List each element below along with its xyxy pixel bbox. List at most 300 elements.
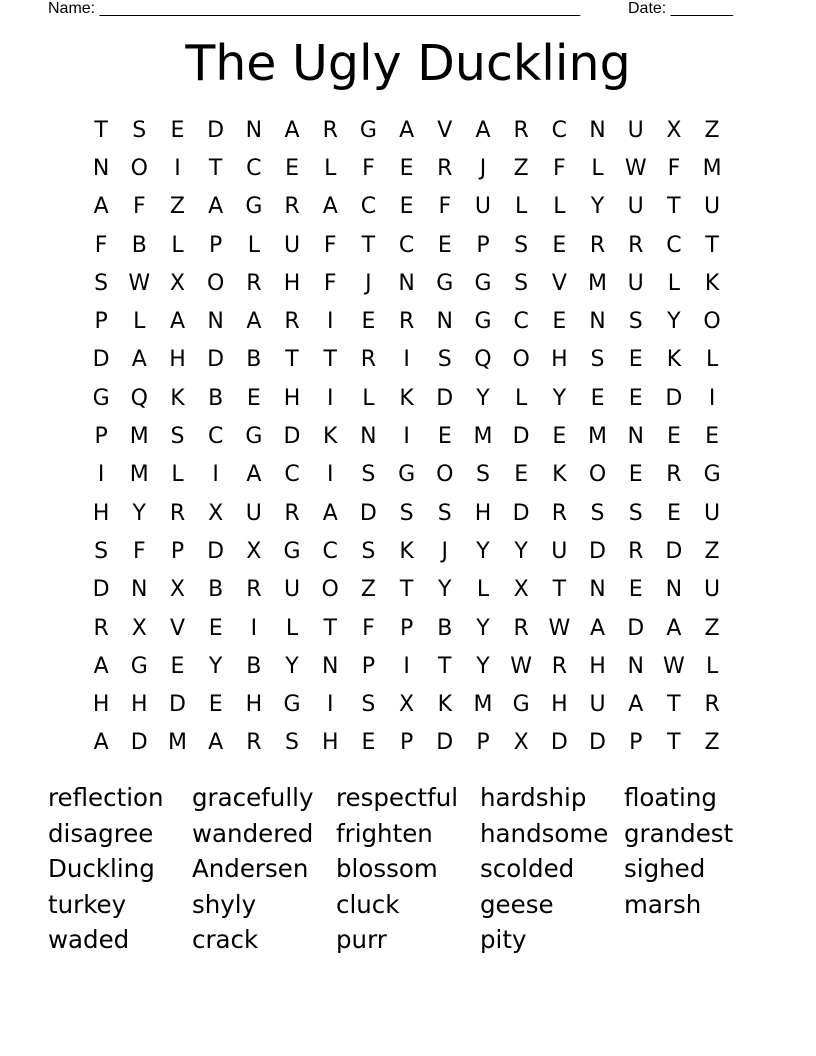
- grid-letter: E: [170, 653, 185, 679]
- grid-letter: G: [474, 270, 492, 296]
- grid-letter: P: [209, 232, 223, 258]
- grid-letter: G: [703, 462, 721, 488]
- grid-letter: U: [474, 194, 492, 220]
- grid-letter: A: [246, 309, 262, 335]
- grid-letter: B: [246, 347, 262, 373]
- word-list-item: crack: [192, 925, 259, 955]
- grid-letter: B: [131, 232, 147, 258]
- grid-letter: K: [170, 385, 185, 411]
- grid-letter: S: [437, 347, 452, 373]
- grid-letter: P: [399, 730, 414, 756]
- grid-letter: Y: [476, 615, 490, 641]
- grid-letter: I: [708, 385, 716, 411]
- grid-letter: Z: [704, 117, 720, 143]
- grid-letter: C: [666, 232, 682, 258]
- grid-letter: K: [399, 385, 414, 411]
- grid-letter: R: [551, 500, 567, 526]
- grid-letter: Y: [552, 385, 567, 411]
- grid-letter: E: [208, 615, 223, 641]
- grid-letter: M: [129, 462, 149, 488]
- grid-letter: D: [207, 538, 225, 564]
- grid-letter: R: [628, 232, 644, 258]
- grid-letter: P: [629, 730, 643, 756]
- grid-letter: S: [628, 500, 643, 526]
- grid-letter: S: [361, 692, 376, 718]
- grid-letter: G: [436, 270, 454, 296]
- grid-letter: N: [360, 424, 377, 450]
- grid-letter: F: [362, 155, 375, 181]
- grid-letter: M: [702, 155, 722, 181]
- grid-letter: R: [513, 615, 529, 641]
- grid-letter: O: [436, 462, 454, 488]
- grid-letter: N: [436, 309, 454, 335]
- grid-letter: P: [361, 653, 376, 679]
- grid-letter: H: [92, 500, 110, 526]
- grid-letter: H: [474, 500, 492, 526]
- grid-letter: T: [208, 155, 223, 181]
- grid-letter: N: [589, 577, 606, 603]
- grid-letter: L: [324, 155, 337, 181]
- grid-letter: P: [476, 232, 490, 258]
- grid-letter: F: [132, 538, 146, 564]
- grid-letter: L: [171, 462, 184, 488]
- grid-letter: E: [590, 385, 605, 411]
- word-list-item: hardship: [480, 783, 587, 812]
- word-list-item: frighten: [336, 818, 433, 848]
- word-list-item: disagree: [48, 818, 154, 848]
- grid-letter: O: [512, 347, 530, 373]
- grid-letter: O: [703, 309, 721, 335]
- grid-letter: Y: [590, 194, 605, 220]
- grid-letter: X: [666, 117, 682, 143]
- grid-letter: G: [359, 117, 377, 143]
- grid-letter: V: [551, 270, 567, 296]
- grid-letter: E: [361, 309, 376, 335]
- grid-letter: R: [704, 692, 720, 718]
- grid-letter: C: [360, 194, 377, 220]
- grid-letter: D: [665, 385, 683, 411]
- grid-letter: C: [398, 232, 415, 258]
- grid-letter: N: [589, 309, 606, 335]
- grid-letter: D: [627, 615, 645, 641]
- grid-letter: Y: [476, 653, 490, 679]
- grid-letter: U: [283, 577, 301, 603]
- grid-letter: O: [206, 270, 225, 296]
- grid-letter: H: [589, 653, 606, 679]
- grid-letter: L: [171, 232, 184, 258]
- grid-letter: R: [360, 347, 377, 373]
- word-list-item: turkey: [48, 889, 127, 919]
- grid-letter: R: [551, 653, 567, 679]
- grid-letter: M: [473, 692, 493, 718]
- grid-letter: P: [399, 615, 414, 641]
- grid-letter: H: [551, 692, 568, 718]
- grid-letter: U: [704, 194, 721, 220]
- grid-letter: Y: [476, 538, 490, 564]
- grid-letter: G: [92, 385, 110, 411]
- grid-letter: Y: [514, 538, 528, 564]
- grid-letter: C: [551, 117, 568, 143]
- grid-letter: S: [132, 117, 147, 143]
- grid-letter: A: [590, 615, 606, 641]
- grid-letter: Z: [704, 538, 720, 564]
- word-list-item: marsh: [624, 889, 702, 919]
- grid-letter: D: [550, 730, 568, 756]
- grid-letter: C: [246, 155, 262, 181]
- grid-letter: G: [283, 692, 301, 718]
- word-list-item: purr: [336, 925, 387, 955]
- grid-letter: S: [590, 347, 605, 373]
- grid-letter: E: [399, 194, 414, 220]
- grid-letter: E: [208, 692, 223, 718]
- grid-letter: S: [170, 424, 185, 450]
- grid-letter: O: [130, 155, 148, 181]
- grid-letter: N: [589, 117, 606, 143]
- grid-letter: S: [94, 270, 109, 296]
- grid-letter: G: [130, 653, 148, 679]
- grid-letter: P: [476, 730, 490, 756]
- grid-letter: M: [473, 424, 493, 450]
- grid-letter: Q: [130, 385, 148, 411]
- grid-letter: U: [283, 232, 301, 258]
- grid-letter: G: [474, 309, 492, 335]
- grid-letter: Y: [476, 385, 490, 411]
- grid-letter: U: [589, 692, 606, 718]
- grid-letter: S: [399, 500, 414, 526]
- grid-letter: A: [208, 194, 224, 220]
- grid-letter: Z: [704, 615, 720, 641]
- grid-letter: N: [207, 309, 224, 335]
- word-list-item: waded: [48, 925, 130, 955]
- word-list-item: respectful: [336, 783, 459, 812]
- word-list-item: geese: [480, 889, 554, 919]
- grid-letter: E: [514, 462, 529, 488]
- grid-letter: S: [514, 232, 529, 258]
- grid-letter: W: [548, 615, 571, 641]
- word-list-item: floating: [624, 783, 717, 812]
- grid-letter: U: [627, 270, 644, 296]
- grid-letter: A: [246, 462, 262, 488]
- grid-letter: H: [551, 347, 568, 373]
- grid-letter: L: [667, 270, 681, 296]
- grid-letter: R: [628, 538, 644, 564]
- grid-letter: T: [438, 653, 452, 679]
- grid-letter: M: [167, 730, 187, 756]
- grid-letter: E: [552, 309, 567, 335]
- grid-letter: H: [321, 730, 339, 756]
- grid-letter: Y: [667, 309, 681, 335]
- grid-letter: K: [552, 462, 567, 488]
- grid-letter: I: [403, 347, 410, 373]
- grid-letter: T: [705, 232, 719, 258]
- grid-letter: I: [212, 462, 219, 488]
- grid-letter: X: [513, 577, 529, 603]
- grid-letter: Z: [704, 730, 720, 756]
- grid-letter: E: [628, 462, 643, 488]
- grid-letter: O: [588, 462, 607, 488]
- grid-letter: A: [93, 730, 109, 756]
- grid-letter: P: [94, 424, 108, 450]
- grid-letter: D: [436, 730, 454, 756]
- word-list-item: blossom: [336, 854, 438, 884]
- grid-letter: A: [169, 309, 185, 335]
- grid-letter: E: [628, 577, 643, 603]
- grid-letter: R: [246, 730, 262, 756]
- grid-letter: X: [169, 270, 185, 296]
- grid-letter: F: [553, 155, 566, 181]
- grid-letter: V: [169, 615, 185, 641]
- grid-letter: N: [321, 653, 339, 679]
- grid-letter: K: [399, 538, 414, 564]
- grid-letter: T: [552, 577, 567, 603]
- grid-letter: B: [437, 615, 453, 641]
- grid-letter: M: [129, 424, 149, 450]
- grid-letter: H: [283, 385, 301, 411]
- grid-letter: D: [665, 538, 683, 564]
- grid-letter: L: [705, 653, 719, 679]
- grid-letter: M: [588, 270, 608, 296]
- grid-letter: A: [284, 117, 300, 143]
- grid-letter: S: [628, 309, 643, 335]
- page-title: The Ugly Duckling: [185, 35, 631, 92]
- grid-letter: E: [552, 424, 567, 450]
- grid-letter: J: [441, 538, 449, 564]
- grid-letter: G: [283, 538, 301, 564]
- word-list-item: handsome: [480, 818, 609, 848]
- grid-letter: G: [512, 692, 530, 718]
- grid-letter: T: [285, 347, 299, 373]
- grid-letter: A: [131, 347, 147, 373]
- grid-letter: C: [284, 462, 300, 488]
- grid-letter: F: [323, 270, 337, 296]
- grid-letter: R: [284, 309, 300, 335]
- grid-letter: Y: [208, 653, 223, 679]
- grid-letter: Q: [474, 347, 492, 373]
- grid-letter: Y: [132, 500, 146, 526]
- grid-letter: R: [246, 577, 262, 603]
- grid-letter: F: [438, 194, 452, 220]
- grid-letter: Y: [438, 577, 452, 603]
- grid-letter: X: [131, 615, 147, 641]
- grid-letter: U: [704, 500, 721, 526]
- grid-letter: E: [705, 424, 720, 450]
- grid-letter: E: [666, 500, 681, 526]
- grid-letter: S: [514, 270, 529, 296]
- grid-letter: L: [285, 615, 299, 641]
- grid-letter: P: [170, 538, 185, 564]
- grid-letter: N: [131, 577, 148, 603]
- grid-letter: L: [515, 385, 528, 411]
- grid-letter: E: [437, 424, 452, 450]
- grid-letter: L: [247, 232, 260, 258]
- grid-letter: E: [552, 232, 567, 258]
- word-list-item: gracefully: [192, 783, 314, 812]
- grid-letter: F: [94, 232, 108, 258]
- grid-letter: H: [283, 270, 301, 296]
- grid-letter: T: [667, 194, 681, 220]
- grid-letter: I: [326, 462, 334, 488]
- grid-letter: I: [250, 615, 258, 641]
- grid-letter: R: [169, 500, 186, 526]
- grid-letter: S: [475, 462, 490, 488]
- word-list-item: Andersen: [192, 854, 309, 884]
- grid-letter: L: [705, 347, 719, 373]
- grid-letter: S: [590, 500, 605, 526]
- grid-letter: A: [322, 500, 338, 526]
- grid-letter: N: [245, 117, 263, 143]
- grid-letter: D: [92, 577, 110, 603]
- grid-letter: T: [323, 347, 337, 373]
- grid-letter: X: [399, 692, 415, 718]
- grid-letter: K: [704, 270, 720, 296]
- grid-letter: H: [245, 692, 263, 718]
- grid-letter: I: [97, 462, 105, 488]
- grid-letter: E: [628, 385, 643, 411]
- grid-letter: T: [361, 232, 376, 258]
- grid-letter: A: [93, 653, 109, 679]
- grid-letter: T: [323, 615, 337, 641]
- grid-letter: E: [399, 155, 414, 181]
- grid-letter: D: [589, 538, 606, 564]
- grid-letter: T: [399, 577, 414, 603]
- grid-letter: I: [403, 653, 410, 679]
- grid-letter: P: [94, 309, 108, 335]
- word-list-item: pity: [480, 925, 527, 955]
- grid-letter: I: [174, 155, 181, 181]
- grid-letter: K: [323, 424, 338, 450]
- word-list-item: scolded: [480, 854, 575, 884]
- grid-letter: D: [168, 692, 186, 718]
- grid-letter: I: [403, 424, 410, 450]
- grid-letter: C: [207, 424, 224, 450]
- grid-letter: F: [323, 232, 337, 258]
- grid-letter: K: [666, 347, 682, 373]
- grid-letter: H: [92, 692, 110, 718]
- grid-letter: R: [666, 462, 682, 488]
- grid-letter: S: [437, 500, 452, 526]
- grid-letter: I: [326, 692, 334, 718]
- grid-letter: S: [361, 462, 376, 488]
- grid-letter: U: [551, 538, 568, 564]
- grid-letter: S: [361, 538, 376, 564]
- grid-letter: D: [207, 347, 225, 373]
- grid-letter: R: [589, 232, 606, 258]
- grid-letter: W: [510, 653, 533, 679]
- grid-letter: N: [627, 653, 644, 679]
- grid-letter: T: [667, 730, 681, 756]
- grid-letter: U: [627, 194, 644, 220]
- grid-letter: R: [398, 309, 415, 335]
- grid-letter: A: [475, 117, 491, 143]
- grid-letter: D: [207, 117, 225, 143]
- grid-letter: X: [169, 577, 185, 603]
- grid-letter: J: [365, 270, 372, 296]
- grid-letter: Y: [285, 653, 299, 679]
- grid-letter: H: [131, 692, 148, 718]
- word-list-item: Duckling: [48, 854, 155, 884]
- grid-letter: J: [479, 155, 487, 181]
- grid-letter: I: [326, 385, 334, 411]
- grid-letter: R: [437, 155, 453, 181]
- grid-letter: H: [169, 347, 186, 373]
- grid-letter: R: [513, 117, 529, 143]
- grid-letter: B: [208, 385, 224, 411]
- grid-letter: E: [285, 155, 299, 181]
- word-list-item: shyly: [192, 889, 257, 919]
- grid-letter: D: [130, 730, 148, 756]
- grid-letter: U: [627, 117, 644, 143]
- grid-letter: D: [589, 730, 606, 756]
- name-field-label: Name: ______________________________________________________: [48, 0, 581, 17]
- grid-letter: X: [246, 538, 262, 564]
- word-list-item: wandered: [192, 818, 314, 848]
- grid-letter: G: [245, 424, 263, 450]
- grid-letter: D: [283, 424, 301, 450]
- grid-letter: B: [246, 653, 262, 679]
- grid-letter: E: [666, 424, 681, 450]
- grid-letter: F: [362, 615, 375, 641]
- grid-letter: M: [588, 424, 608, 450]
- grid-letter: E: [170, 117, 185, 143]
- grid-letter: R: [284, 500, 300, 526]
- grid-letter: U: [245, 500, 262, 526]
- grid-letter: D: [92, 347, 110, 373]
- grid-letter: R: [322, 117, 338, 143]
- grid-letter: G: [245, 194, 263, 220]
- grid-letter: L: [362, 385, 375, 411]
- grid-letter: E: [437, 232, 452, 258]
- grid-letter: B: [208, 577, 224, 603]
- grid-letter: F: [132, 194, 146, 220]
- grid-letter: O: [321, 577, 339, 603]
- grid-letter: D: [359, 500, 377, 526]
- grid-letter: U: [704, 577, 721, 603]
- grid-letter: R: [246, 270, 262, 296]
- word-list-item: sighed: [624, 854, 706, 884]
- grid-letter: L: [553, 194, 566, 220]
- grid-letter: D: [512, 500, 530, 526]
- grid-letter: T: [667, 692, 681, 718]
- grid-letter: D: [436, 385, 454, 411]
- grid-letter: Z: [513, 155, 529, 181]
- word-list: [48, 780, 768, 958]
- grid-letter: W: [663, 653, 685, 679]
- grid-letter: W: [624, 155, 647, 181]
- grid-letter: A: [208, 730, 224, 756]
- grid-letter: X: [208, 500, 224, 526]
- grid-letter: C: [513, 309, 529, 335]
- grid-letter: N: [398, 270, 415, 296]
- grid-letter: W: [128, 270, 151, 296]
- grid-letter: N: [627, 424, 644, 450]
- grid-letter: I: [326, 309, 334, 335]
- grid-letter: L: [591, 155, 604, 181]
- grid-letter: A: [93, 194, 109, 220]
- grid-letter: G: [398, 462, 416, 488]
- grid-letter: N: [665, 577, 683, 603]
- letter-grid: [82, 111, 734, 762]
- grid-letter: R: [93, 615, 109, 641]
- grid-letter: Z: [360, 577, 376, 603]
- grid-letter: A: [399, 117, 415, 143]
- date-field-label: Date: _______: [628, 0, 733, 17]
- grid-letter: E: [361, 730, 376, 756]
- grid-letter: R: [284, 194, 300, 220]
- grid-letter: V: [437, 117, 453, 143]
- grid-letter: S: [285, 730, 300, 756]
- word-list-item: reflection: [48, 783, 164, 812]
- grid-letter: K: [437, 692, 452, 718]
